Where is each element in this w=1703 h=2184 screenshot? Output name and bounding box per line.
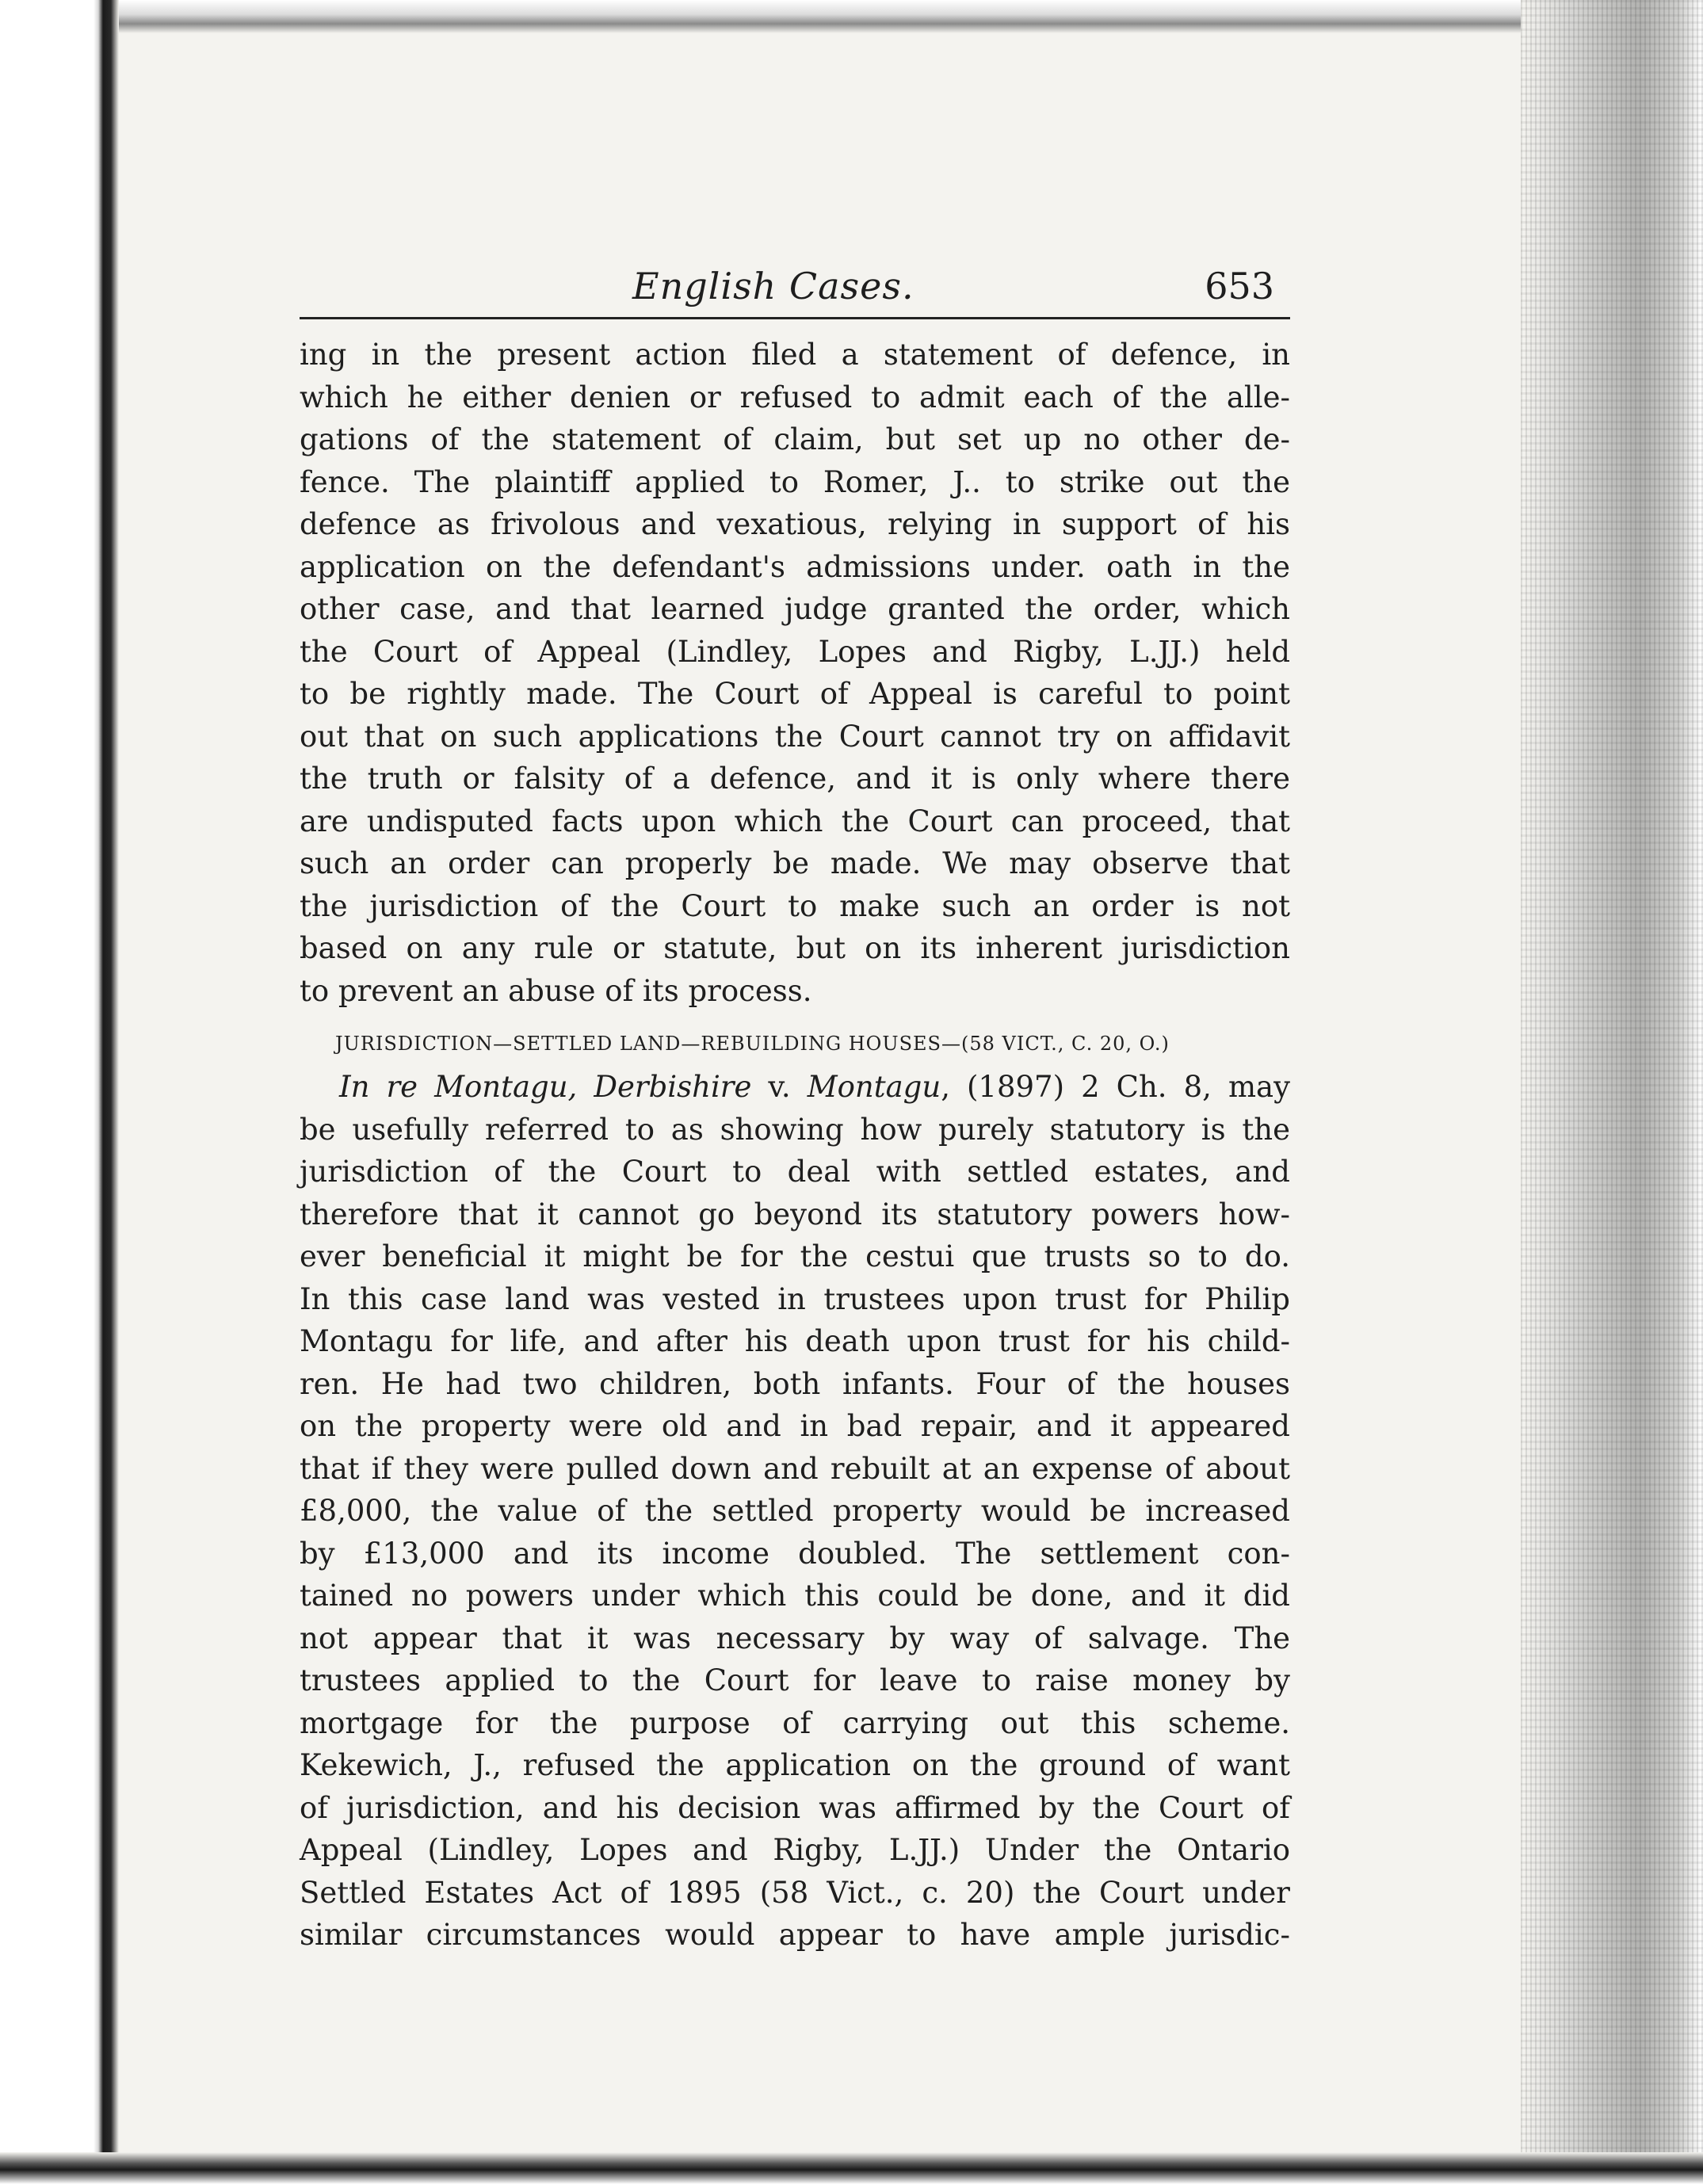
text-line: that if they were pulled down and rebuilt at an expense of about	[300, 1451, 1290, 1486]
text-line: of jurisdiction, and his decision was affirmed by the Court of	[300, 1790, 1290, 1825]
text-line: be usefully referred to as showing how purely statutory is the	[300, 1112, 1290, 1147]
text-line: gations of the statement of claim, but set up no other de-	[300, 422, 1290, 456]
case-name-2: Montagu	[807, 1070, 941, 1104]
paragraph-2	[300, 1066, 1290, 1957]
text-line: to prevent an abuse of its process.	[300, 973, 812, 1008]
text-line: £8,000, the value of the settled property would be increased	[300, 1494, 1290, 1528]
text-line: similar circumstances would appear to have ample jurisdic-	[300, 1918, 1290, 1952]
text-line: tained no powers under which this could be done, and it did	[300, 1579, 1290, 1613]
book-page	[300, 262, 1290, 1957]
scan-right-edge	[1521, 0, 1703, 2184]
text-line: such an order can properly be made. We may observe that	[300, 846, 1290, 880]
body-text	[300, 334, 1290, 1957]
text-line: In this case land was vested in trustees upon trust for Philip	[300, 1281, 1290, 1316]
text-line: therefore that it cannot go beyond its statutory powers how-	[300, 1197, 1290, 1231]
text-line: other case, and that learned judge granted the order, which	[300, 592, 1290, 626]
section-heading: JURISDICTION—SETTLED LAND—REBUILDING HOUSES—(58 VICT., C. 20, O.)	[335, 1033, 1170, 1055]
text-line: the Court of Appeal (Lindley, Lopes and Rigby, L.JJ.) held	[300, 634, 1290, 669]
text-line: Appeal (Lindley, Lopes and Rigby, L.JJ.) Under the Ontario	[300, 1833, 1290, 1867]
scan-top-edge	[0, 0, 1703, 33]
text-line: ren. He had two children, both infants. Four of the houses	[300, 1366, 1290, 1401]
running-title: English Cases.	[632, 265, 915, 307]
text-line: by £13,000 and its income doubled. The settlement con-	[300, 1536, 1290, 1571]
text-line: which he either denien or refused to admit each of the alle-	[300, 380, 1290, 414]
text-line: the jurisdiction of the Court to make such an order is not	[300, 888, 1290, 923]
text-line: are undisputed facts upon which the Court can proceed, that	[300, 804, 1290, 838]
case-name: In re Montagu, Derbishire	[339, 1070, 752, 1104]
text-line: based on any rule or statute, but on its inherent jurisdiction	[300, 931, 1290, 965]
text-line: the truth or falsity of a defence, and it is only where there	[300, 762, 1290, 796]
text-line: application on the defendant's admissions under. oath in the	[300, 549, 1290, 584]
versus: v.	[751, 1070, 808, 1104]
text-line: not appear that it was necessary by way of salvage. The	[300, 1621, 1290, 1655]
text-line: Settled Estates Act of 1895 (58 Vict., c. 20) the Court under	[300, 1875, 1290, 1910]
scan-bottom-edge	[0, 2152, 1703, 2184]
paragraph-1	[300, 334, 1290, 1012]
text-line: trustees applied to the Court for leave to raise money by	[300, 1663, 1290, 1697]
text-line: defence as frivolous and vexatious, relying in support of his	[300, 507, 1290, 541]
text-line: mortgage for the purpose of carrying out this scheme.	[300, 1705, 1290, 1740]
text-line: on the property were old and in bad repair, and it appeared	[300, 1409, 1290, 1443]
text-line: to be rightly made. The Court of Appeal is careful to point	[300, 677, 1290, 711]
text-line: fence. The plaintiff applied to Romer, J.. to strike out the	[300, 464, 1290, 499]
page-number: 653	[1205, 265, 1274, 307]
text-line: Kekewich, J., refused the application on the ground of want	[300, 1748, 1290, 1782]
text-line: ing in the present action filed a statement of defence, in	[300, 338, 1290, 372]
scan-left-edge	[0, 0, 119, 2184]
text-line: Montagu for life, and after his death upon trust for his child-	[300, 1324, 1290, 1358]
text-line-first	[300, 1066, 1290, 1109]
text-line: ever beneficial it might be for the cestui que trusts so to do.	[300, 1239, 1290, 1273]
running-head	[300, 262, 1290, 319]
citation: , (1897) 2 Ch. 8, may	[941, 1070, 1291, 1104]
text-line: out that on such applications the Court cannot try on affidavit	[300, 719, 1290, 754]
text-line: jurisdiction of the Court to deal with settled estates, and	[300, 1155, 1290, 1189]
